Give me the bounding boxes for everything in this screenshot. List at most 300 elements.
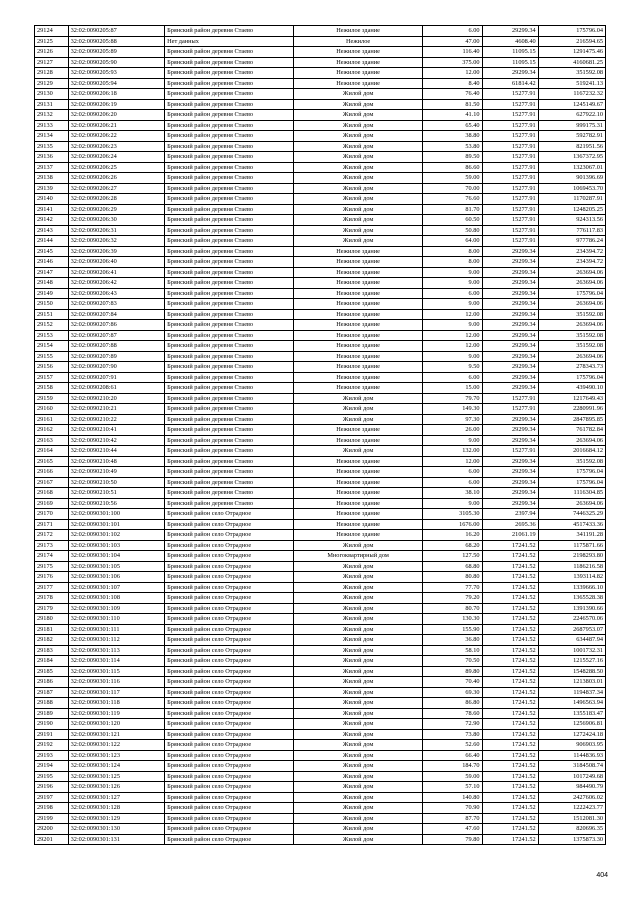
unit-price-cell: 29299.34 bbox=[482, 383, 538, 394]
table-row bbox=[35, 26, 606, 37]
cadastral-number-cell: 32:02:0090301:114 bbox=[68, 656, 164, 667]
address-cell: Брянский район деревня Стаево bbox=[165, 257, 294, 268]
row-number-cell: 29129 bbox=[35, 78, 69, 89]
row-number-cell: 29179 bbox=[35, 603, 69, 614]
table-row bbox=[35, 488, 606, 499]
address-cell: Брянский район деревня Стаево bbox=[165, 236, 294, 247]
object-type-cell: Жилой дом bbox=[294, 120, 423, 131]
row-number-cell: 29190 bbox=[35, 719, 69, 730]
object-type-cell: Жилой дом bbox=[294, 729, 423, 740]
table-row bbox=[35, 120, 606, 131]
row-number-cell: 29181 bbox=[35, 624, 69, 635]
table-row bbox=[35, 330, 606, 341]
table-row bbox=[35, 593, 606, 604]
cadastral-number-cell: 32:02:0090301:113 bbox=[68, 645, 164, 656]
object-type-cell: Нежилое здание bbox=[294, 519, 423, 530]
row-number-cell: 29150 bbox=[35, 299, 69, 310]
cadastral-number-cell: 32:02:0090206:22 bbox=[68, 131, 164, 142]
address-cell: Брянский район деревня Стаево bbox=[165, 362, 294, 373]
object-type-cell: Жилой дом bbox=[294, 204, 423, 215]
cadastral-value-cell: 175796.04 bbox=[538, 477, 605, 488]
cadastral-value-cell: 984490.79 bbox=[538, 782, 605, 793]
cadastral-value-cell: 351592.08 bbox=[538, 68, 605, 79]
cadastral-number-cell: 32:02:0090301:117 bbox=[68, 687, 164, 698]
cadastral-value-cell: 977786.24 bbox=[538, 236, 605, 247]
cadastral-number-cell: 32:02:0090206:29 bbox=[68, 204, 164, 215]
page-number: 404 bbox=[596, 872, 608, 879]
row-number-cell: 29168 bbox=[35, 488, 69, 499]
area-cell: 72.90 bbox=[423, 719, 482, 730]
table-row bbox=[35, 467, 606, 478]
address-cell: Брянский район село Отрадное bbox=[165, 750, 294, 761]
cadastral-value-cell: 1248205.25 bbox=[538, 204, 605, 215]
unit-price-cell: 15277.91 bbox=[482, 215, 538, 226]
table-row bbox=[35, 519, 606, 530]
cadastral-number-cell: 32:02:0090301:105 bbox=[68, 561, 164, 572]
row-number-cell: 29166 bbox=[35, 467, 69, 478]
table-row bbox=[35, 278, 606, 289]
cadastral-value-cell: 1017249.68 bbox=[538, 771, 605, 782]
area-cell: 15.00 bbox=[423, 383, 482, 394]
object-type-cell: Жилой дом bbox=[294, 215, 423, 226]
unit-price-cell: 17241.52 bbox=[482, 582, 538, 593]
area-cell: 8.40 bbox=[423, 78, 482, 89]
cadastral-number-cell: 32:02:0090210:41 bbox=[68, 425, 164, 436]
area-cell: 70.50 bbox=[423, 656, 482, 667]
address-cell: Брянский район деревня Стаево bbox=[165, 215, 294, 226]
object-type-cell: Нежилое здание bbox=[294, 383, 423, 394]
area-cell: 68.20 bbox=[423, 540, 482, 551]
cadastral-number-cell: 32:02:0090206:28 bbox=[68, 194, 164, 205]
object-type-cell: Нежилое bbox=[294, 36, 423, 47]
unit-price-cell: 17241.52 bbox=[482, 635, 538, 646]
area-cell: 79.80 bbox=[423, 834, 482, 845]
object-type-cell: Нежилое здание bbox=[294, 320, 423, 331]
area-cell: 184.70 bbox=[423, 761, 482, 772]
table-row bbox=[35, 635, 606, 646]
address-cell: Брянский район деревня Стаево bbox=[165, 351, 294, 362]
area-cell: 81.70 bbox=[423, 204, 482, 215]
address-cell: Брянский район деревня Стаево bbox=[165, 152, 294, 163]
address-cell: Брянский район село Отрадное bbox=[165, 519, 294, 530]
address-cell: Брянский район село Отрадное bbox=[165, 771, 294, 782]
area-cell: 26.00 bbox=[423, 425, 482, 436]
unit-price-cell: 29299.34 bbox=[482, 435, 538, 446]
area-cell: 9.50 bbox=[423, 362, 482, 373]
object-type-cell: Нежилое здание bbox=[294, 78, 423, 89]
area-cell: 12.00 bbox=[423, 68, 482, 79]
cadastral-number-cell: 32:02:0090301:104 bbox=[68, 551, 164, 562]
row-number-cell: 29142 bbox=[35, 215, 69, 226]
cadastral-value-cell: 263694.06 bbox=[538, 278, 605, 289]
object-type-cell: Жилой дом bbox=[294, 183, 423, 194]
row-number-cell: 29132 bbox=[35, 110, 69, 121]
area-cell: 52.60 bbox=[423, 740, 482, 751]
table-row bbox=[35, 215, 606, 226]
unit-price-cell: 17241.52 bbox=[482, 761, 538, 772]
table-row bbox=[35, 435, 606, 446]
row-number-cell: 29175 bbox=[35, 561, 69, 572]
table-row bbox=[35, 173, 606, 184]
cadastral-number-cell: 32:02:0090205:88 bbox=[68, 36, 164, 47]
row-number-cell: 29167 bbox=[35, 477, 69, 488]
table-row bbox=[35, 425, 606, 436]
unit-price-cell: 17241.52 bbox=[482, 624, 538, 635]
row-number-cell: 29200 bbox=[35, 824, 69, 835]
cadastral-number-cell: 32:02:0090210:44 bbox=[68, 446, 164, 457]
object-type-cell: Жилой дом bbox=[294, 141, 423, 152]
area-cell: 47.00 bbox=[423, 36, 482, 47]
cadastral-number-cell: 32:02:0090301:101 bbox=[68, 519, 164, 530]
row-number-cell: 29176 bbox=[35, 572, 69, 583]
address-cell: Брянский район село Отрадное bbox=[165, 719, 294, 730]
object-type-cell: Жилой дом bbox=[294, 624, 423, 635]
object-type-cell: Жилой дом bbox=[294, 414, 423, 425]
address-cell: Брянский район деревня Стаево bbox=[165, 467, 294, 478]
cadastral-value-cell: 2427606.02 bbox=[538, 792, 605, 803]
table-row bbox=[35, 404, 606, 415]
object-type-cell: Нежилое здание bbox=[294, 246, 423, 257]
area-cell: 8.00 bbox=[423, 257, 482, 268]
object-type-cell: Нежилое здание bbox=[294, 477, 423, 488]
unit-price-cell: 17241.52 bbox=[482, 645, 538, 656]
row-number-cell: 29201 bbox=[35, 834, 69, 845]
unit-price-cell: 29299.34 bbox=[482, 320, 538, 331]
row-number-cell: 29145 bbox=[35, 246, 69, 257]
address-cell: Брянский район деревня Стаево bbox=[165, 299, 294, 310]
address-cell: Брянский район деревня Стаево bbox=[165, 498, 294, 509]
object-type-cell: Жилой дом bbox=[294, 603, 423, 614]
object-type-cell: Нежилое здание bbox=[294, 257, 423, 268]
row-number-cell: 29182 bbox=[35, 635, 69, 646]
object-type-cell: Жилой дом bbox=[294, 708, 423, 719]
table-row bbox=[35, 729, 606, 740]
unit-price-cell: 17241.52 bbox=[482, 834, 538, 845]
table-row bbox=[35, 89, 606, 100]
area-cell: 53.80 bbox=[423, 141, 482, 152]
row-number-cell: 29157 bbox=[35, 372, 69, 383]
unit-price-cell: 15277.91 bbox=[482, 141, 538, 152]
object-type-cell: Жилой дом bbox=[294, 782, 423, 793]
area-cell: 8.00 bbox=[423, 246, 482, 257]
address-cell: Брянский район деревня Стаево bbox=[165, 267, 294, 278]
area-cell: 64.00 bbox=[423, 236, 482, 247]
cadastral-value-cell: 175796.04 bbox=[538, 26, 605, 37]
area-cell: 59.00 bbox=[423, 173, 482, 184]
row-number-cell: 29128 bbox=[35, 68, 69, 79]
object-type-cell: Нежилое здание bbox=[294, 435, 423, 446]
area-cell: 70.40 bbox=[423, 677, 482, 688]
address-cell: Брянский район село Отрадное bbox=[165, 624, 294, 635]
cadastral-value-cell: 1323067.01 bbox=[538, 162, 605, 173]
cadastral-value-cell: 1512081.30 bbox=[538, 813, 605, 824]
unit-price-cell: 29299.34 bbox=[482, 467, 538, 478]
address-cell: Брянский район деревня Стаево bbox=[165, 393, 294, 404]
address-cell: Брянский район село Отрадное bbox=[165, 572, 294, 583]
unit-price-cell: 29299.34 bbox=[482, 330, 538, 341]
table-row bbox=[35, 582, 606, 593]
area-cell: 76.40 bbox=[423, 89, 482, 100]
unit-price-cell: 15277.91 bbox=[482, 404, 538, 415]
object-type-cell: Нежилое здание bbox=[294, 509, 423, 520]
cadastral-value-cell: 278343.73 bbox=[538, 362, 605, 373]
cadastral-value-cell: 592782.91 bbox=[538, 131, 605, 142]
cadastral-number-cell: 32:02:0090301:127 bbox=[68, 792, 164, 803]
area-cell: 6.00 bbox=[423, 26, 482, 37]
address-cell: Брянский район деревня Стаево bbox=[165, 288, 294, 299]
table-row bbox=[35, 687, 606, 698]
area-cell: 69.30 bbox=[423, 687, 482, 698]
unit-price-cell: 29299.34 bbox=[482, 456, 538, 467]
address-cell: Брянский район село Отрадное bbox=[165, 645, 294, 656]
cadastral-value-cell: 1393114.82 bbox=[538, 572, 605, 583]
object-type-cell: Жилой дом bbox=[294, 698, 423, 709]
address-cell: Брянский район деревня Стаево bbox=[165, 488, 294, 499]
area-cell: 73.80 bbox=[423, 729, 482, 740]
unit-price-cell: 29299.34 bbox=[482, 267, 538, 278]
object-type-cell: Нежилое здание bbox=[294, 530, 423, 541]
table-row bbox=[35, 614, 606, 625]
table-row bbox=[35, 572, 606, 583]
unit-price-cell: 17241.52 bbox=[482, 666, 538, 677]
cadastral-number-cell: 32:02:0090301:121 bbox=[68, 729, 164, 740]
area-cell: 1676.00 bbox=[423, 519, 482, 530]
table-row bbox=[35, 782, 606, 793]
row-number-cell: 29195 bbox=[35, 771, 69, 782]
row-number-cell: 29134 bbox=[35, 131, 69, 142]
table-row bbox=[35, 225, 606, 236]
cadastral-number-cell: 32:02:0090206:42 bbox=[68, 278, 164, 289]
unit-price-cell: 17241.52 bbox=[482, 561, 538, 572]
area-cell: 59.00 bbox=[423, 771, 482, 782]
address-cell: Брянский район село Отрадное bbox=[165, 698, 294, 709]
address-cell: Брянский район село Отрадное bbox=[165, 656, 294, 667]
object-type-cell: Жилой дом bbox=[294, 404, 423, 415]
unit-price-cell: 29299.34 bbox=[482, 246, 538, 257]
area-cell: 97.30 bbox=[423, 414, 482, 425]
cadastral-value-cell: 1375873.30 bbox=[538, 834, 605, 845]
row-number-cell: 29133 bbox=[35, 120, 69, 131]
cadastral-number-cell: 32:02:0090301:128 bbox=[68, 803, 164, 814]
table-row bbox=[35, 299, 606, 310]
cadastral-value-cell: 821951.56 bbox=[538, 141, 605, 152]
unit-price-cell: 15277.91 bbox=[482, 194, 538, 205]
cadastral-number-cell: 32:02:0090207:89 bbox=[68, 351, 164, 362]
unit-price-cell: 29299.34 bbox=[482, 309, 538, 320]
cadastral-value-cell: 999175.31 bbox=[538, 120, 605, 131]
area-cell: 77.70 bbox=[423, 582, 482, 593]
area-cell: 9.00 bbox=[423, 351, 482, 362]
row-number-cell: 29174 bbox=[35, 551, 69, 562]
cadastral-value-cell: 263694.06 bbox=[538, 267, 605, 278]
object-type-cell: Жилой дом bbox=[294, 824, 423, 835]
cadastral-number-cell: 32:02:0090301:123 bbox=[68, 750, 164, 761]
cadastral-number-cell: 32:02:0090207:88 bbox=[68, 341, 164, 352]
object-type-cell: Нежилое здание bbox=[294, 330, 423, 341]
object-type-cell: Жилой дом bbox=[294, 687, 423, 698]
table-row bbox=[35, 47, 606, 58]
cadastral-value-cell: 776117.83 bbox=[538, 225, 605, 236]
row-number-cell: 29137 bbox=[35, 162, 69, 173]
row-number-cell: 29184 bbox=[35, 656, 69, 667]
cadastral-number-cell: 32:02:0090210:51 bbox=[68, 488, 164, 499]
table-row bbox=[35, 267, 606, 278]
unit-price-cell: 15277.91 bbox=[482, 204, 538, 215]
cadastral-value-cell: 1245149.67 bbox=[538, 99, 605, 110]
area-cell: 50.80 bbox=[423, 225, 482, 236]
table-row bbox=[35, 341, 606, 352]
table-row bbox=[35, 813, 606, 824]
table-row bbox=[35, 288, 606, 299]
unit-price-cell: 15277.91 bbox=[482, 173, 538, 184]
row-number-cell: 29136 bbox=[35, 152, 69, 163]
address-cell: Брянский район деревня Стаево bbox=[165, 383, 294, 394]
row-number-cell: 29169 bbox=[35, 498, 69, 509]
cadastral-value-cell: 1548288.50 bbox=[538, 666, 605, 677]
row-number-cell: 29193 bbox=[35, 750, 69, 761]
cadastral-value-cell: 263694.06 bbox=[538, 351, 605, 362]
table-row bbox=[35, 362, 606, 373]
cadastral-number-cell: 32:02:0090206:18 bbox=[68, 89, 164, 100]
table-row bbox=[35, 110, 606, 121]
unit-price-cell: 15277.91 bbox=[482, 162, 538, 173]
cadastral-value-cell: 234394.72 bbox=[538, 246, 605, 257]
object-type-cell: Жилой дом bbox=[294, 771, 423, 782]
address-cell: Брянский район село Отрадное bbox=[165, 708, 294, 719]
cadastral-value-cell: 634487.94 bbox=[538, 635, 605, 646]
row-number-cell: 29183 bbox=[35, 645, 69, 656]
object-type-cell: Жилой дом bbox=[294, 194, 423, 205]
cadastral-number-cell: 32:02:0090206:25 bbox=[68, 162, 164, 173]
address-cell: Брянский район деревня Стаево bbox=[165, 309, 294, 320]
area-cell: 6.00 bbox=[423, 477, 482, 488]
address-cell: Брянский район село Отрадное bbox=[165, 551, 294, 562]
cadastral-number-cell: 32:02:0090207:90 bbox=[68, 362, 164, 373]
row-number-cell: 29165 bbox=[35, 456, 69, 467]
object-type-cell: Жилой дом bbox=[294, 225, 423, 236]
cadastral-value-cell: 1365528.38 bbox=[538, 593, 605, 604]
cadastral-value-cell: 1116304.85 bbox=[538, 488, 605, 499]
cadastral-number-cell: 32:02:0090206:43 bbox=[68, 288, 164, 299]
area-cell: 58.10 bbox=[423, 645, 482, 656]
area-cell: 9.00 bbox=[423, 278, 482, 289]
unit-price-cell: 29299.34 bbox=[482, 278, 538, 289]
row-number-cell: 29189 bbox=[35, 708, 69, 719]
object-type-cell: Жилой дом bbox=[294, 173, 423, 184]
object-type-cell: Жилой дом bbox=[294, 677, 423, 688]
object-type-cell: Жилой дом bbox=[294, 813, 423, 824]
table-row bbox=[35, 309, 606, 320]
cadastral-value-cell: 901396.69 bbox=[538, 173, 605, 184]
row-number-cell: 29138 bbox=[35, 173, 69, 184]
row-number-cell: 29173 bbox=[35, 540, 69, 551]
table-row bbox=[35, 393, 606, 404]
object-type-cell: Жилой дом bbox=[294, 803, 423, 814]
cadastral-value-cell: 175796.04 bbox=[538, 467, 605, 478]
unit-price-cell: 17241.52 bbox=[482, 813, 538, 824]
address-cell: Брянский район деревня Стаево bbox=[165, 78, 294, 89]
cadastral-number-cell: 32:02:0090206:40 bbox=[68, 257, 164, 268]
cadastral-number-cell: 32:02:0090301:124 bbox=[68, 761, 164, 772]
object-type-cell: Нежилое здание bbox=[294, 267, 423, 278]
object-type-cell: Жилой дом bbox=[294, 614, 423, 625]
area-cell: 65.40 bbox=[423, 120, 482, 131]
unit-price-cell: 15277.91 bbox=[482, 225, 538, 236]
object-type-cell: Нежилое здание bbox=[294, 498, 423, 509]
table-row bbox=[35, 498, 606, 509]
table-row bbox=[35, 834, 606, 845]
cadastral-value-cell: 4517433.36 bbox=[538, 519, 605, 530]
cadastral-value-cell: 175796.04 bbox=[538, 372, 605, 383]
address-cell: Брянский район деревня Стаево bbox=[165, 68, 294, 79]
unit-price-cell: 11095.15 bbox=[482, 57, 538, 68]
area-cell: 80.80 bbox=[423, 572, 482, 583]
area-cell: 86.80 bbox=[423, 698, 482, 709]
area-cell: 79.70 bbox=[423, 393, 482, 404]
table-row bbox=[35, 372, 606, 383]
object-type-cell: Нежилое здание bbox=[294, 425, 423, 436]
cadastral-number-cell: 32:02:0090301:119 bbox=[68, 708, 164, 719]
unit-price-cell: 15277.91 bbox=[482, 131, 538, 142]
cadastral-number-cell: 32:02:0090301:115 bbox=[68, 666, 164, 677]
area-cell: 140.80 bbox=[423, 792, 482, 803]
cadastral-number-cell: 32:02:0090301:118 bbox=[68, 698, 164, 709]
cadastral-value-cell: 1272424.18 bbox=[538, 729, 605, 740]
object-type-cell: Нежилое здание bbox=[294, 26, 423, 37]
table-row bbox=[35, 666, 606, 677]
area-cell: 66.40 bbox=[423, 750, 482, 761]
cadastral-value-cell: 2687953.07 bbox=[538, 624, 605, 635]
row-number-cell: 29199 bbox=[35, 813, 69, 824]
object-type-cell: Жилой дом bbox=[294, 393, 423, 404]
table-row bbox=[35, 246, 606, 257]
cadastral-value-cell: 627922.10 bbox=[538, 110, 605, 121]
cadastral-value-cell: 1222423.77 bbox=[538, 803, 605, 814]
address-cell: Брянский район село Отрадное bbox=[165, 824, 294, 835]
object-type-cell: Жилой дом bbox=[294, 740, 423, 751]
address-cell: Брянский район село Отрадное bbox=[165, 614, 294, 625]
cadastral-value-cell: 341191.28 bbox=[538, 530, 605, 541]
object-type-cell: Нежилое здание bbox=[294, 456, 423, 467]
cadastral-value-cell: 175796.04 bbox=[538, 288, 605, 299]
object-type-cell: Жилой дом bbox=[294, 236, 423, 247]
cadastral-value-cell: 351592.08 bbox=[538, 309, 605, 320]
address-cell: Брянский район деревня Стаево bbox=[165, 26, 294, 37]
area-cell: 12.00 bbox=[423, 309, 482, 320]
unit-price-cell: 17241.52 bbox=[482, 593, 538, 604]
row-number-cell: 29192 bbox=[35, 740, 69, 751]
table-row bbox=[35, 68, 606, 79]
cadastral-number-cell: 32:02:0090205:89 bbox=[68, 47, 164, 58]
unit-price-cell: 15277.91 bbox=[482, 236, 538, 247]
address-cell: Брянский район деревня Стаево bbox=[165, 89, 294, 100]
address-cell: Брянский район деревня Стаево bbox=[165, 341, 294, 352]
unit-price-cell: 15277.91 bbox=[482, 446, 538, 457]
object-type-cell: Жилой дом bbox=[294, 666, 423, 677]
unit-price-cell: 29299.34 bbox=[482, 26, 538, 37]
unit-price-cell: 17241.52 bbox=[482, 540, 538, 551]
table-row bbox=[35, 414, 606, 425]
address-cell: Брянский район деревня Стаево bbox=[165, 173, 294, 184]
cadastral-value-cell: 1256906.81 bbox=[538, 719, 605, 730]
cadastral-number-cell: 32:02:0090206:27 bbox=[68, 183, 164, 194]
cadastral-number-cell: 32:02:0090205:90 bbox=[68, 57, 164, 68]
cadastral-value-cell: 4160681.25 bbox=[538, 57, 605, 68]
cadastral-number-cell: 32:02:0090207:84 bbox=[68, 309, 164, 320]
address-cell: Брянский район село Отрадное bbox=[165, 792, 294, 803]
row-number-cell: 29171 bbox=[35, 519, 69, 530]
address-cell: Брянский район деревня Стаево bbox=[165, 372, 294, 383]
